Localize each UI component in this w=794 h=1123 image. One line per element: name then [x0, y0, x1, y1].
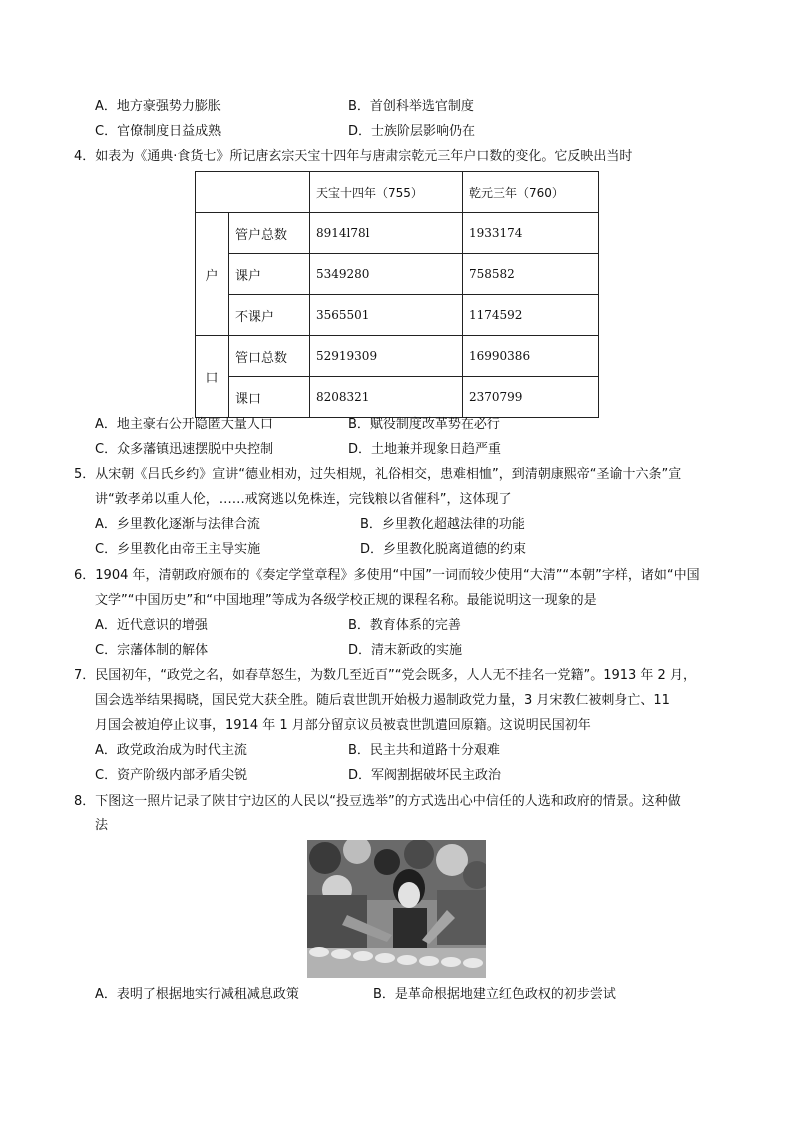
cell-value: 5349280	[310, 254, 463, 295]
cell-value: 1174592	[463, 295, 599, 336]
q8-stem-line1: 8．下图这一照片记录了陕甘宁边区的人民以“投豆选举”的方式选出心中信任的人选和政府的情景。这种做	[74, 794, 681, 809]
q3-option-d: D．士族阶层影响仍在	[348, 124, 476, 139]
q4-option-b: B．赋役制度改革势在必行	[348, 417, 500, 432]
q5-option-b: B．乡里教化超越法律的功能	[360, 517, 525, 532]
cell-value: 2370799	[463, 377, 599, 418]
cell-value: 8914l78l	[310, 213, 463, 254]
table-row	[196, 213, 599, 254]
bean-voting-photo	[307, 840, 486, 978]
cell-value: 1933174	[463, 213, 599, 254]
cell-value: 8208321	[310, 377, 463, 418]
row-label: 课口	[229, 377, 310, 418]
q4-stem: 4．如表为《通典·食货七》所记唐玄宗天宝十四年与唐肃宗乾元三年户口数的变化。它反映出当时	[74, 149, 633, 164]
row-label: 管口总数	[229, 336, 310, 377]
q6-option-c: C．宗藩体制的解体	[95, 643, 209, 658]
group-label-kou: 口	[196, 336, 229, 418]
cell-value: 3565501	[310, 295, 463, 336]
q7-stem-line3: 月国会被迫停止议事，1914 年 1 月部分留京议员被袁世凯遣回原籍。这说明民国初年	[95, 718, 591, 733]
bean-voting-photo-illustration	[307, 840, 486, 978]
table-corner-cell	[196, 172, 310, 213]
q5-stem-line2: 讲“敦孝弟以重人伦，……戒窝逃以免株连，完钱粮以省催科”，这体现了	[95, 492, 512, 507]
table-row	[196, 254, 599, 295]
cell-value: 758582	[463, 254, 599, 295]
row-label: 管户总数	[229, 213, 310, 254]
cell-value: 52919309	[310, 336, 463, 377]
table-row	[196, 295, 599, 336]
col-header-tianbao: 天宝十四年（755）	[310, 172, 463, 213]
q5-option-d: D．乡里教化脱离道德的约束	[360, 542, 527, 557]
q7-option-a: A．政党政治成为时代主流	[95, 743, 247, 758]
q3-option-b: B．首创科举选官制度	[348, 99, 474, 114]
q8-stem-line2: 法	[95, 818, 109, 833]
q4-option-c: C．众多藩镇迅速摆脱中央控制	[95, 442, 274, 457]
q3-option-c: C．官僚制度日益成熟	[95, 124, 222, 139]
cell-value: 16990386	[463, 336, 599, 377]
q7-option-d: D．军阀割据破坏民主政治	[348, 768, 502, 783]
q7-option-b: B．民主共和道路十分艰难	[348, 743, 500, 758]
q4-option-a: A．地主豪右公开隐匿大量人口	[95, 417, 273, 432]
q3-option-a: A．地方豪强势力膨胀	[95, 99, 221, 114]
q5-stem-line1: 5．从宋朝《吕氏乡约》宣讲“德业相劝，过失相规，礼俗相交，患难相恤”，到清朝康熙帝“圣谕十六条”宣	[74, 467, 682, 482]
q5-option-c: C．乡里教化由帝王主导实施	[95, 542, 261, 557]
q6-option-b: B．教育体系的完善	[348, 618, 461, 633]
q6-stem-line1: 6．1904 年，清朝政府颁布的《奏定学堂章程》多使用“中国”一词而较少使用“大清”“本朝”字样，诸如“中国	[74, 568, 700, 583]
row-label: 课户	[229, 254, 310, 295]
table-row	[196, 377, 599, 418]
q4-option-d: D．土地兼并现象日趋严重	[348, 442, 502, 457]
col-header-qianyuan: 乾元三年（760）	[463, 172, 599, 213]
q5-option-a: A．乡里教化逐渐与法律合流	[95, 517, 260, 532]
q6-option-d: D．清末新政的实施	[348, 643, 463, 658]
row-label: 不课户	[229, 295, 310, 336]
q6-stem-line2: 文学”“中国历史”和“中国地理”等成为各级学校正规的课程名称。最能说明这一现象的是	[95, 593, 597, 608]
q7-stem-line2: 国会选举结果揭晓，国民党大获全胜。随后袁世凯开始极力遏制政党力量，3 月宋教仁被刺身亡、11	[95, 693, 670, 708]
household-population-table	[195, 171, 599, 418]
q7-stem-line1: 7．民国初年，“政党之名，如春草怒生，为数几至近百”“党会既多，人人无不挂名一党籍”。1913 年 2 月，	[74, 668, 696, 683]
table-row	[196, 336, 599, 377]
q6-option-a: A．近代意识的增强	[95, 618, 208, 633]
table-header-row	[196, 172, 599, 213]
q8-option-b: B．是革命根据地建立红色政权的初步尝试	[373, 987, 616, 1002]
group-label-hu: 户	[196, 213, 229, 336]
q8-option-a: A．表明了根据地实行减租减息政策	[95, 987, 299, 1002]
q7-option-c: C．资产阶级内部矛盾尖锐	[95, 768, 248, 783]
